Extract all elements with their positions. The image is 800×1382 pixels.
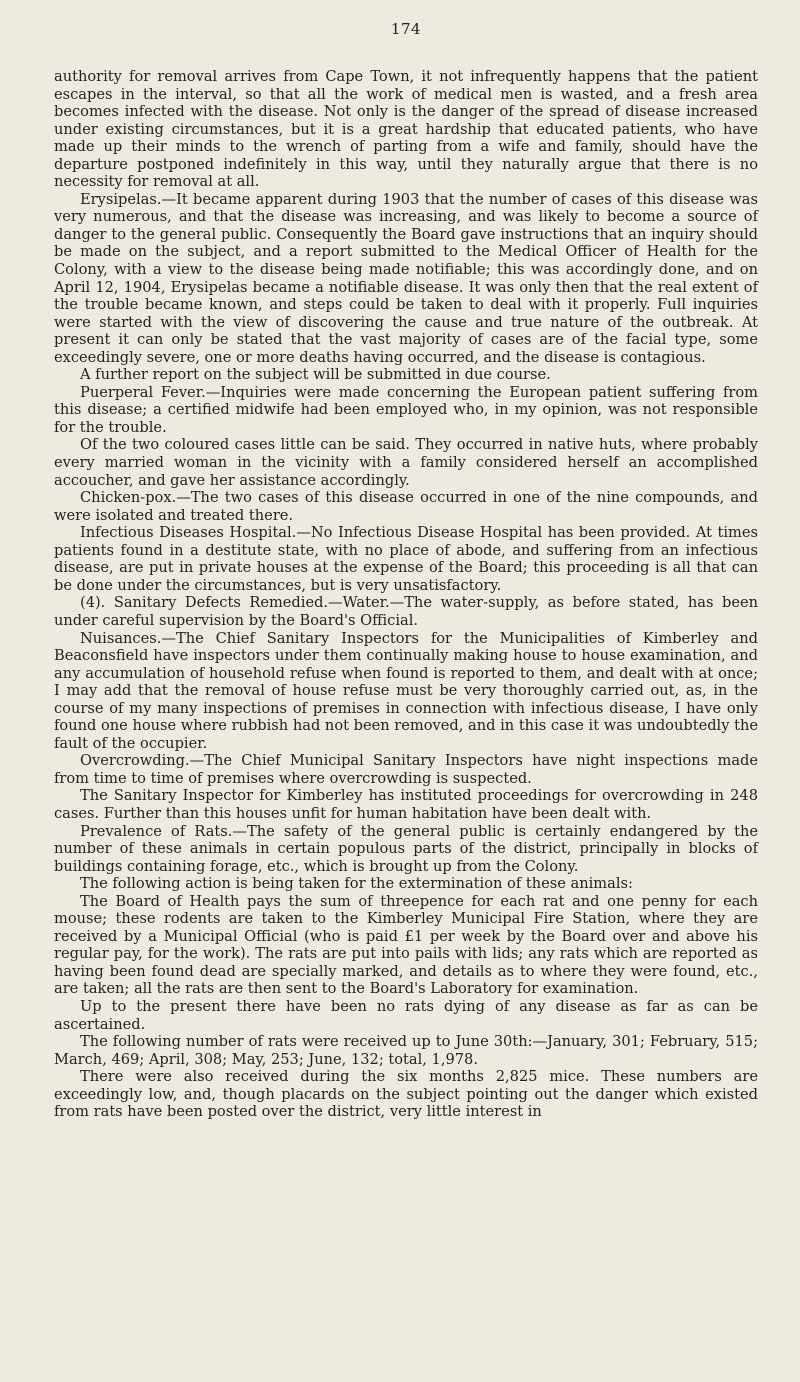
paragraph-chicken-pox: Chicken-pox.—The two cases of this disease occurred in one of the nine compounds, and were isolated and treated there. [54,489,758,524]
paragraph-continuation: authority for removal arrives from Cape Town, it not infrequently happens that the patient escapes in the interval, so that all the work of medical men is wasted, and a fresh area becomes infected with the disease. Not only is the danger of the spread of disease increased under existing circumstances, but it is a great hardship that educated patients, who have made up their minds to the wrench of parting from a wife and family, should have the departure postponed indefinitely in this way, until they naturally argue that there is no necessity for removal at all. [54,68,758,191]
paragraph-further-report: A further report on the subject will be submitted in due course. [80,366,551,384]
paragraph-nuisances: Nuisances.—The Chief Sanitary Inspectors for the Municipalities of Kimberley and Beaconsfield have inspectors under them continually making house to house examination, and any accumulation of household refuse when found is reported to them, and dealt with at once; I may add that the removal of house refuse must be very thoroughly carried out, as, in the course of my many inspections of premises in connection with infectious disease, I have only found one house where rubbish had not been removed, and in this case it was undoubtedly the fault of the occupier. [54,629,758,752]
paragraph-prevalence-of-rats: Prevalence of Rats.—The safety of the general public is certainly endangered by the number of these animals in certain populous parts of the district, principally in blocks of buildings containing forage, etc., which is brought up from the Colony. [54,822,758,875]
body-text [54,68,758,1121]
paragraph-coloured-cases: Of the two coloured cases little can be said. They occurred in native huts, where probably every married woman in the vicinity with a family considered herself an accomplished accoucher, and gave her assistance accordingly. [54,436,758,489]
paragraph-rat-numbers: The following number of rats were received up to June 30th:—January, 301; February, 515; March, 469; April, 308; May, 253; June, 132; total, 1,978. [54,1033,758,1068]
paragraph-puerperal-fever: Puerperal Fever.—Inquiries were made concerning the European patient suffering from this disease; a certified midwife had been employed who, in my opinion, was not responsible for the trouble. [54,383,758,436]
paragraph-no-disease: Up to the present there have been no rats dying of any disease as far as can be ascertained. [54,997,758,1033]
page-number: 174 [390,20,422,38]
paragraph-board-payment: The Board of Health pays the sum of threepence for each rat and one penny for each mouse; these rodents are taken to the Kimberley Municipal Fire Station, where they are received by a Municipal Official (who is paid £1 per week by the Board over and above his regular pay, for the work). The rats are put into pails with lids; any rats which are reported as having been found dead are specially marked, and details as to where they were found, etc., are taken; all the rats are then sent to the Board's Laboratory for examination. [54,892,758,998]
paragraph-overcrowding: Overcrowding.—The Chief Municipal Sanitary Inspectors have night inspections made from time to time of premises where overcrowding is suspected. [54,752,758,787]
paragraph-extermination-action: The following action is being taken for the extermination of these animals: [80,875,633,893]
paragraph-sanitary-defects-water: (4). Sanitary Defects Remedied.—Water.—The water-supply, as before stated, has been under careful supervision by the Board's Official. [54,594,758,629]
paragraph-erysipelas: Erysipelas.—It became apparent during 1903 that the number of cases of this disease was very numerous, and that the disease was increasing, and was likely to become a source of danger to the general public. Consequently the Board gave instructions that an inquiry should be made on the subject, and a report submitted to the Medical Officer of Health for the Colony, with a view to the disease being made notifiable; this was accordingly done, and on April 12, 1904, Erysipelas became a notifiable disease. It was only then that the real extent of the trouble became known, and steps could be taken to deal with it properly. Full inquiries were started with the view of discovering the cause and true nature of the outbreak. At present it can only be stated that the vast majority of cases are of the facial type, some exceedingly severe, one or more deaths having occurred, and the disease is contagious. [54,190,758,366]
paragraph-infectious-hospital: Infectious Diseases Hospital.—No Infectious Disease Hospital has been provided. At times patients found in a destitute state, with no place of abode, and suffering from an infectious disease, are put in private houses at the expense of the Board; this proceeding is all that can be done under the circumstances, but is very unsatisfactory. [54,524,758,594]
paragraph-sanitary-inspector: The Sanitary Inspector for Kimberley has instituted proceedings for overcrowding in 248 cases. Further than this houses unfit for human habitation have been dealt with. [54,787,758,822]
paragraph-mice-numbers: There were also received during the six months 2,825 mice. These numbers are exceedingly low, and, though placards on the subject pointing out the danger which existed from rats have been posted over the district, very little interest in [54,1068,758,1121]
